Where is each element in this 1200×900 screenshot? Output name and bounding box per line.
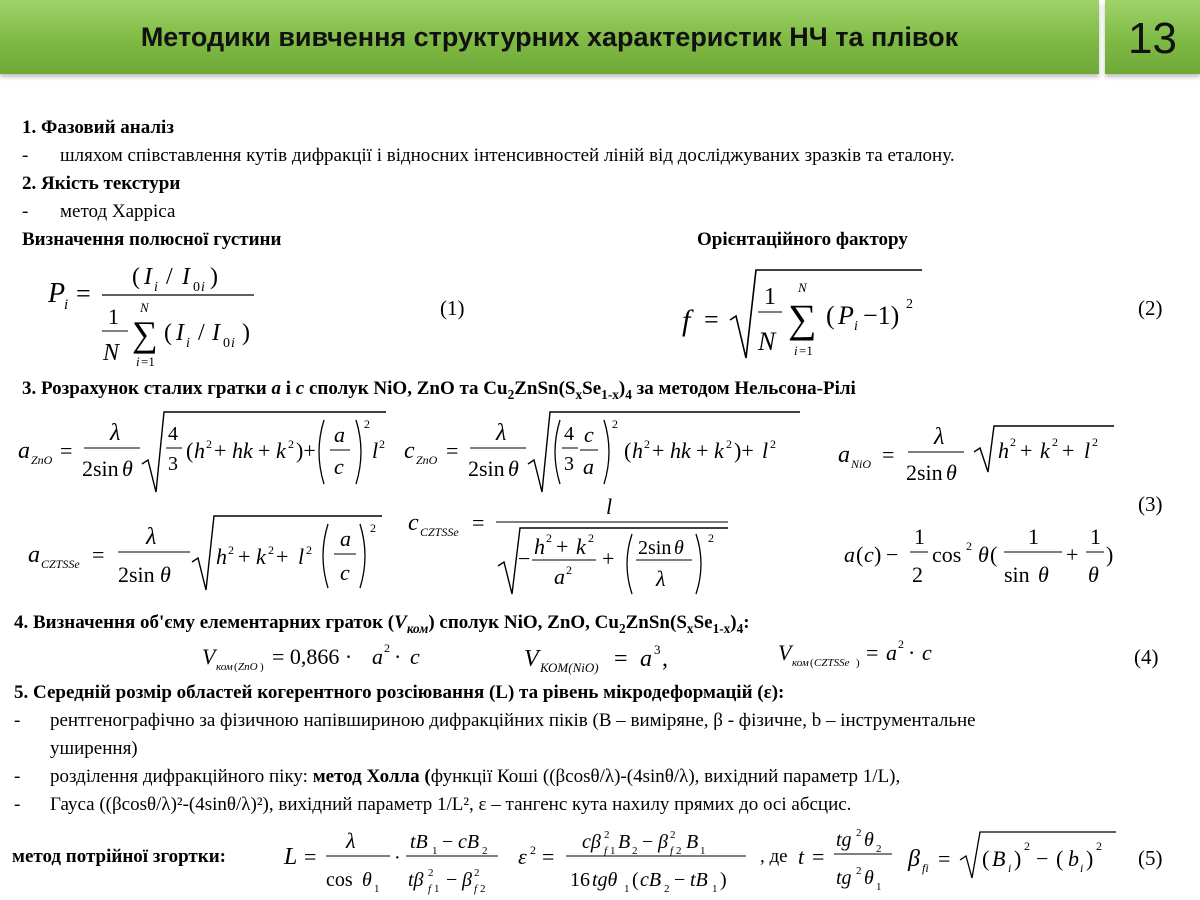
svg-text:f: f	[682, 304, 691, 337]
where-label: , де	[760, 846, 788, 867]
section-5-bullet-1-cont: уширення)	[50, 738, 138, 759]
svg-text:c: c	[340, 560, 350, 585]
svg-text:θ: θ	[1038, 562, 1049, 587]
svg-text:): )	[242, 320, 250, 346]
svg-text:2: 2	[306, 543, 312, 557]
section-2-heading: 2. Якість текстури	[22, 173, 181, 194]
svg-text:+: +	[214, 438, 227, 463]
formula-pole-density	[40, 258, 270, 376]
svg-text:θ: θ	[864, 829, 874, 851]
svg-text:fi: fi	[922, 861, 929, 875]
svg-text:2sin: 2sin	[906, 460, 943, 485]
svg-text:2: 2	[856, 865, 862, 877]
svg-text:=: =	[812, 844, 825, 869]
svg-text:2: 2	[480, 883, 486, 895]
svg-text:h: h	[194, 438, 205, 463]
svg-text:1: 1	[108, 304, 119, 329]
formula-c-zno	[400, 408, 810, 494]
svg-text:V: V	[778, 640, 792, 665]
svg-text:h: h	[998, 438, 1009, 463]
svg-text:λ: λ	[496, 420, 507, 446]
svg-text:(: (	[810, 657, 814, 669]
svg-text:a: a	[844, 542, 855, 567]
svg-text:1: 1	[374, 883, 380, 895]
svg-text:1: 1	[764, 284, 776, 310]
svg-text:2: 2	[726, 437, 732, 451]
svg-text:2: 2	[676, 845, 682, 857]
svg-text:tB: tB	[690, 869, 708, 891]
triple-convolution-label: метод потрійної згортки:	[12, 846, 226, 867]
svg-text:θ: θ	[978, 542, 989, 567]
svg-text:2: 2	[474, 867, 480, 879]
svg-text:2: 2	[1052, 435, 1058, 449]
svg-text:B: B	[618, 831, 631, 853]
svg-text:sin: sin	[1004, 562, 1030, 587]
svg-text:(: (	[990, 542, 998, 567]
svg-text:(: (	[826, 301, 835, 330]
svg-text:2: 2	[644, 437, 650, 451]
svg-text:2: 2	[370, 521, 376, 535]
svg-text:): )	[856, 657, 860, 669]
svg-text:+: +	[238, 544, 251, 569]
svg-text:cβ: cβ	[582, 831, 601, 853]
svg-text:N: N	[758, 327, 776, 356]
svg-text:1: 1	[624, 883, 630, 895]
svg-text:+: +	[652, 438, 665, 463]
equation-number-4: (4)	[1134, 645, 1159, 669]
svg-text:1: 1	[610, 845, 616, 857]
svg-text:3: 3	[168, 453, 178, 475]
svg-text:l: l	[372, 438, 379, 463]
formula-v-zno	[200, 636, 450, 676]
svg-text:1: 1	[1090, 524, 1101, 549]
svg-text:i: i	[1008, 861, 1012, 875]
svg-text:2: 2	[912, 562, 923, 587]
formula-nelson-riley	[840, 518, 1140, 594]
svg-text:·: ·	[908, 640, 916, 665]
svg-text:θ: θ	[362, 869, 372, 891]
formula-c-cztsse	[406, 494, 732, 598]
svg-text:β: β	[908, 846, 920, 872]
svg-text:1: 1	[434, 883, 440, 895]
bullet-dash: -	[22, 145, 29, 166]
svg-text:CZTSSe: CZTSSe	[41, 557, 80, 571]
svg-text:a: a	[28, 542, 40, 568]
svg-text:c: c	[408, 510, 419, 536]
svg-text:CZTSSe: CZTSSe	[420, 525, 459, 539]
svg-text:3: 3	[564, 453, 574, 475]
svg-text:−: −	[674, 869, 686, 891]
svg-text:=: =	[60, 438, 73, 463]
svg-text:−1): −1)	[863, 301, 900, 330]
svg-text:L: L	[284, 844, 298, 870]
svg-text:k: k	[276, 438, 286, 463]
svg-text:2: 2	[966, 539, 972, 553]
section-5-bullet-2: розділення дифракційного піку: метод Холла (функції Коші ((βcosθ/λ)-(4sinθ/λ), вихідний параметр 1/L),	[50, 766, 901, 787]
formula-v-nio	[522, 636, 702, 676]
svg-text:1: 1	[432, 845, 438, 857]
svg-text:θ: θ	[864, 867, 874, 889]
svg-text:hk: hk	[670, 438, 691, 463]
svg-text:B: B	[686, 831, 699, 853]
svg-text:=: =	[76, 279, 91, 308]
svg-text:2: 2	[288, 437, 294, 451]
svg-text:= 0,866 ·: = 0,866 ·	[272, 644, 353, 669]
svg-text:=: =	[304, 844, 317, 869]
svg-text:(: (	[234, 661, 238, 673]
svg-text:2: 2	[268, 543, 274, 557]
svg-text:β: β	[462, 869, 472, 891]
svg-text:4: 4	[168, 423, 178, 445]
svg-text:i: i	[201, 280, 205, 295]
svg-text:2: 2	[632, 845, 638, 857]
equation-number-5: (5)	[1138, 846, 1163, 870]
svg-text:2sin: 2sin	[468, 456, 505, 481]
svg-text:=: =	[938, 846, 951, 871]
svg-text:N: N	[798, 280, 807, 295]
svg-text:ZnO: ZnO	[238, 661, 258, 673]
svg-text:16: 16	[570, 869, 590, 891]
svg-text:2: 2	[206, 437, 212, 451]
svg-text:)+: )+	[296, 438, 316, 463]
svg-text:hk: hk	[232, 438, 253, 463]
svg-text:cB: cB	[458, 831, 480, 853]
svg-text:CZTSSe: CZTSSe	[814, 657, 850, 669]
svg-text:θ: θ	[946, 460, 957, 485]
svg-text:θ: θ	[1088, 562, 1099, 587]
svg-text:+: +	[1066, 542, 1079, 567]
svg-text:(: (	[856, 542, 864, 567]
svg-text:2: 2	[670, 829, 676, 841]
svg-text:2: 2	[482, 845, 488, 857]
svg-text:t: t	[798, 844, 805, 869]
svg-text:ZnO: ZnO	[31, 453, 53, 467]
svg-text:i: i	[186, 336, 190, 351]
svg-text:+: +	[1062, 438, 1075, 463]
svg-text:tg: tg	[836, 867, 852, 889]
svg-text:): )	[1106, 542, 1114, 567]
svg-text:/: /	[198, 320, 205, 346]
svg-text:i: i	[64, 297, 69, 313]
svg-text:2: 2	[588, 531, 594, 545]
pole-density-label: Визначення полюсної густини	[22, 229, 282, 250]
svg-text:a: a	[334, 422, 345, 447]
svg-text:i: i	[136, 354, 140, 369]
svg-text:0: 0	[223, 336, 230, 351]
bullet-dash: -	[14, 766, 21, 787]
svg-text:2: 2	[1024, 839, 1030, 853]
bullet-dash: -	[22, 201, 29, 222]
svg-text:tβ: tβ	[408, 869, 424, 891]
svg-text:=: =	[542, 844, 555, 869]
svg-text:c: c	[334, 454, 344, 479]
svg-text:/: /	[166, 264, 173, 290]
svg-text:): )	[1014, 846, 1022, 871]
svg-text:V: V	[524, 646, 539, 672]
svg-text:i: i	[154, 280, 158, 295]
svg-text:a: a	[18, 438, 30, 464]
svg-text:2sin: 2sin	[638, 537, 672, 559]
svg-text:V: V	[202, 644, 216, 669]
svg-text:2: 2	[876, 843, 882, 855]
svg-text:cos: cos	[326, 869, 353, 891]
svg-text:P: P	[48, 278, 66, 309]
svg-text:КОМ(NiO): КОМ(NiO)	[540, 660, 599, 675]
svg-text:k: k	[256, 544, 266, 569]
formula-a-nio	[834, 412, 1120, 492]
svg-text:a: a	[583, 454, 594, 479]
formula-t-beta	[796, 822, 1126, 896]
svg-text:1: 1	[700, 845, 706, 857]
svg-text:1: 1	[876, 881, 882, 893]
svg-text:2: 2	[379, 437, 385, 451]
section-1-bullet: шляхом співставлення кутів дифракції і відносних інтенсивностей ліній від досліджуваних зразків та еталону.	[60, 145, 955, 166]
svg-text:2sin: 2sin	[82, 456, 119, 481]
svg-text:P: P	[838, 301, 854, 330]
svg-text:f: f	[604, 845, 608, 857]
svg-text:+: +	[258, 438, 271, 463]
svg-text:2: 2	[364, 417, 370, 431]
svg-text:1: 1	[914, 524, 925, 549]
svg-text:2: 2	[612, 417, 618, 431]
svg-text:+: +	[556, 534, 569, 559]
svg-text:·: ·	[394, 644, 402, 669]
svg-text:): )	[1086, 846, 1094, 871]
equation-number-3: (3)	[1138, 492, 1163, 516]
svg-text:2: 2	[546, 531, 552, 545]
svg-text:(: (	[982, 846, 990, 871]
svg-text:=1: =1	[141, 354, 155, 369]
svg-text:+: +	[602, 546, 615, 571]
svg-text:tB: tB	[410, 831, 428, 853]
svg-text:+: +	[696, 438, 709, 463]
svg-text:): )	[210, 264, 218, 290]
svg-text:=: =	[882, 442, 895, 467]
svg-text:2: 2	[664, 883, 670, 895]
equation-number-1: (1)	[440, 296, 465, 320]
svg-text:2: 2	[708, 531, 714, 545]
svg-text:−: −	[1036, 846, 1049, 871]
svg-text:=1: =1	[799, 343, 813, 358]
svg-text:=: =	[866, 640, 879, 665]
svg-text:(: (	[1056, 846, 1064, 871]
svg-text:cos: cos	[932, 542, 962, 567]
svg-text:)+: )+	[734, 438, 754, 463]
svg-text:−: −	[442, 831, 454, 853]
svg-text:∑: ∑	[788, 296, 817, 341]
svg-text:λ: λ	[656, 566, 666, 591]
svg-text:b: b	[1068, 846, 1079, 871]
svg-text:2: 2	[856, 827, 862, 839]
svg-text:λ: λ	[934, 424, 945, 450]
svg-text:2: 2	[1092, 435, 1098, 449]
svg-text:1: 1	[1028, 524, 1039, 549]
svg-text:−: −	[642, 831, 654, 853]
svg-text:c: c	[922, 640, 932, 665]
svg-text:=: =	[92, 542, 105, 567]
svg-text:i: i	[231, 336, 235, 351]
svg-text:λ: λ	[146, 524, 157, 550]
svg-text:l: l	[606, 494, 613, 519]
svg-text:h: h	[216, 544, 227, 569]
section-3-heading: 3. Розрахунок сталих гратки a і c сполук NiO, ZnO та $Cu_2ZnSn(S_xSe_{1-x})_4$ за методом Нельсона-Рілі	[22, 378, 856, 402]
svg-text:2: 2	[604, 829, 610, 841]
svg-text:I: I	[144, 264, 152, 290]
svg-text:2sin: 2sin	[118, 562, 155, 587]
svg-text:=: =	[472, 510, 485, 535]
formula-v-cztsse	[776, 632, 976, 672]
svg-text:ком: ком	[792, 657, 809, 669]
section-5-bullet-3: Гауса ((βcosθ/λ)²-(4sinθ/λ)²), вихідний параметр 1/L², ε – тангенс кута нахилу прямих до осі абсцис.	[50, 794, 852, 815]
svg-text:2: 2	[428, 867, 434, 879]
svg-text:k: k	[714, 438, 724, 463]
svg-text:θ: θ	[122, 456, 133, 481]
svg-text:tgθ: tgθ	[592, 869, 618, 891]
svg-text:−: −	[518, 546, 531, 571]
svg-text:a: a	[554, 564, 565, 589]
svg-text:3: 3	[654, 642, 661, 657]
formula-a-zno	[14, 408, 392, 494]
svg-text:=: =	[446, 438, 459, 463]
svg-text:+: +	[276, 544, 289, 569]
svg-text:a: a	[640, 646, 652, 672]
svg-text:λ: λ	[346, 828, 356, 853]
section-5-heading: 5. Середній розмір областей когерентного розсіювання (L) та рівень мікродеформацій (ε):	[14, 682, 785, 703]
svg-text:(: (	[132, 264, 140, 290]
svg-text:2: 2	[530, 843, 536, 857]
svg-text:ком: ком	[216, 661, 233, 673]
svg-text:i: i	[854, 319, 858, 334]
svg-text:(: (	[632, 869, 639, 891]
svg-text:tg: tg	[836, 829, 852, 851]
svg-text:NiO: NiO	[851, 457, 872, 471]
section-1-heading: 1. Фазовий аналіз	[22, 117, 174, 138]
svg-text:2: 2	[384, 641, 390, 655]
equation-number-2: (2)	[1138, 296, 1163, 320]
svg-text:a: a	[886, 640, 897, 665]
svg-text:cB: cB	[640, 869, 662, 891]
svg-text:2: 2	[566, 563, 572, 577]
svg-text:=: =	[704, 305, 719, 334]
svg-text:ε: ε	[518, 844, 527, 869]
svg-text:a: a	[838, 442, 850, 468]
svg-text:(: (	[186, 438, 194, 463]
svg-text:I: I	[212, 320, 220, 346]
svg-text:2: 2	[906, 297, 913, 312]
svg-text:l: l	[298, 544, 305, 569]
formula-L-epsilon	[282, 824, 750, 898]
svg-text:i: i	[1080, 861, 1084, 875]
svg-text:c: c	[404, 438, 415, 464]
svg-text:0: 0	[193, 280, 200, 295]
section-5-bullet-1: рентгенографічно за фізичною напівшириною дифракційних піків (B – виміряне, β - фізичне, b – інструментальне	[50, 710, 976, 731]
svg-text:I: I	[176, 320, 184, 346]
svg-text:(: (	[164, 320, 172, 346]
svg-text:c: c	[864, 542, 874, 567]
svg-text:ZnO: ZnO	[416, 453, 438, 467]
svg-text:2: 2	[770, 437, 776, 451]
svg-text:B: B	[992, 846, 1006, 871]
svg-text:f: f	[670, 845, 674, 857]
slide-title: Методики вивчення структурних характеристик НЧ та плівок	[140, 22, 959, 52]
svg-text:): )	[260, 661, 264, 673]
svg-text:h: h	[534, 534, 545, 559]
svg-text:a: a	[340, 526, 351, 551]
svg-text:I: I	[182, 264, 190, 290]
svg-text:l: l	[1084, 438, 1091, 463]
svg-text:f: f	[428, 883, 432, 895]
svg-text:θ: θ	[674, 537, 684, 559]
svg-text:θ: θ	[508, 456, 519, 481]
svg-text:+: +	[1020, 438, 1033, 463]
formula-a-cztsse	[26, 512, 388, 592]
svg-text:2: 2	[1010, 435, 1016, 449]
svg-text:2: 2	[228, 543, 234, 557]
svg-text:): )	[874, 542, 882, 567]
bullet-dash: -	[14, 794, 21, 815]
svg-text:=: =	[614, 646, 628, 672]
svg-text:N: N	[103, 340, 120, 366]
svg-text:l: l	[762, 438, 769, 463]
svg-text:c: c	[410, 644, 420, 669]
svg-text:N: N	[140, 300, 149, 315]
svg-text:k: k	[576, 534, 586, 559]
svg-text:k: k	[1040, 438, 1050, 463]
section-4-heading: 4. Визначення об'єму елементарних граток $(V_{ком})$ сполук NiO, ZnO, $Cu_2ZnSn(S_xSe_{1-x})_4$:	[14, 612, 750, 636]
svg-text:β: β	[658, 831, 668, 853]
svg-text:∑: ∑	[132, 314, 158, 354]
svg-text:): )	[720, 869, 727, 891]
svg-text:4: 4	[564, 423, 574, 445]
svg-text:1: 1	[712, 883, 718, 895]
svg-text:λ: λ	[110, 420, 121, 446]
svg-text:,: ,	[662, 646, 668, 672]
formula-orientation-factor	[680, 262, 930, 366]
svg-text:−: −	[886, 542, 899, 567]
svg-text:θ: θ	[160, 562, 171, 587]
svg-text:h: h	[632, 438, 643, 463]
svg-text:a: a	[372, 644, 383, 669]
svg-text:·: ·	[394, 847, 401, 869]
svg-text:2: 2	[1096, 839, 1102, 853]
bullet-dash: -	[14, 710, 21, 731]
svg-text:(: (	[624, 438, 632, 463]
svg-text:i: i	[794, 343, 798, 358]
slide-number: 13	[1128, 14, 1177, 63]
svg-text:2: 2	[898, 637, 904, 651]
svg-text:f: f	[474, 883, 478, 895]
svg-text:c: c	[584, 422, 594, 447]
orientation-factor-label: Орієнтаційного фактору	[697, 229, 908, 250]
section-2-bullet: метод Харріса	[60, 201, 176, 222]
svg-text:−: −	[446, 869, 458, 891]
